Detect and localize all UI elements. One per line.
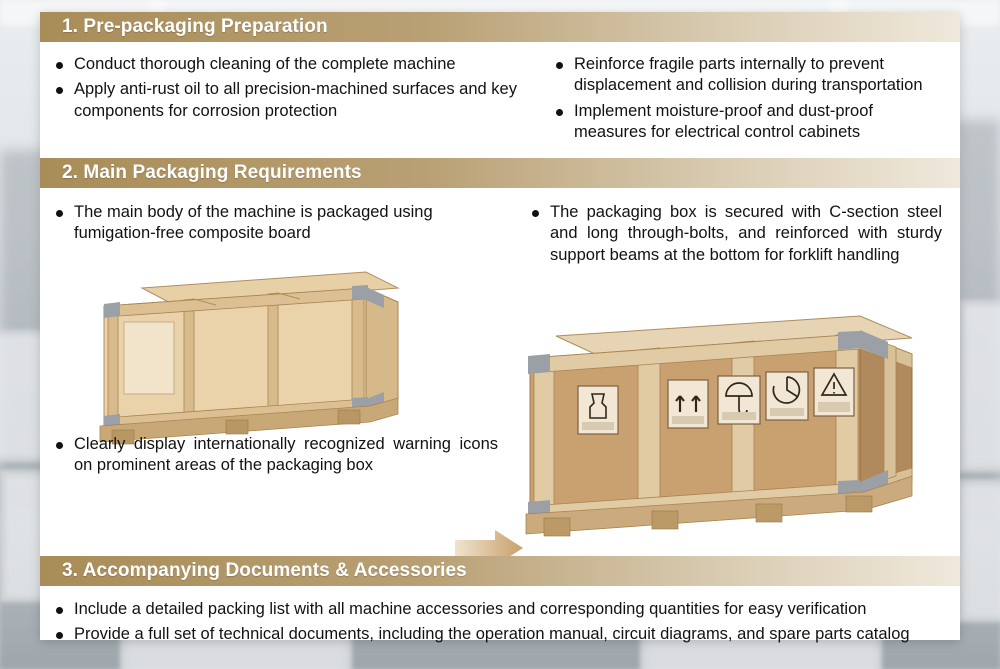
section-header-2 xyxy=(40,158,960,188)
section-title-2: 2. Main Packaging Requirements xyxy=(62,161,362,183)
reinforced-carton-crate-svg xyxy=(520,302,920,542)
section-2-column-left xyxy=(48,202,518,249)
list-item: Implement moisture-proof and dust-proof measures for electrical control cabinets xyxy=(548,101,944,144)
list-item: Provide a full set of technical documents, including the operation manual, circuit diagrams, and spare parts catalog xyxy=(48,624,944,645)
section-title-3: 3. Accompanying Documents & Accessories xyxy=(62,559,467,581)
section-2-bullet-list-right xyxy=(524,202,948,266)
section-3-bullet-list xyxy=(48,599,944,646)
list-item: Apply anti-rust oil to all precision-machined surfaces and key components for corrosion protection xyxy=(48,79,548,122)
section-body-3 xyxy=(40,586,960,660)
list-item: Conduct thorough cleaning of the complete machine xyxy=(48,54,548,75)
bg-machine xyxy=(956,480,1000,622)
section-1-bullet-list-left xyxy=(48,54,548,122)
section-title-1: 1. Pre-packaging Preparation xyxy=(62,16,328,37)
list-item: The main body of the machine is packaged using fumigation-free composite board xyxy=(48,202,518,245)
reinforced-carton-crate-figure xyxy=(520,302,920,542)
section-header-3 xyxy=(40,556,960,586)
bg-machine xyxy=(958,300,1000,472)
section-2-column-right xyxy=(524,202,948,270)
section-1-column-right xyxy=(548,54,944,148)
section-2-bullet-list-left xyxy=(48,202,518,245)
section-1-column-left xyxy=(48,54,548,148)
list-item: Include a detailed packing list with all machine accessories and corresponding quantities for easy verification xyxy=(48,599,944,620)
list-item: The packaging box is secured with C-section steel and long through-bolts, and reinforced with sturdy support beams at the bottom for forklift handling xyxy=(524,202,948,266)
section-2-bullet-list-note xyxy=(48,434,498,477)
section-1-bullet-list-right xyxy=(548,54,944,144)
section-2-note xyxy=(48,434,498,481)
list-item: Reinforce fragile parts internally to prevent displacement and collision during transportation xyxy=(548,54,944,97)
wooden-plywood-crate-figure xyxy=(98,266,408,446)
list-item: Clearly display internationally recognized warning icons on prominent areas of the packaging box xyxy=(48,434,498,477)
section-body-2 xyxy=(40,188,960,556)
section-header-1 xyxy=(40,12,960,42)
section-body-1 xyxy=(40,42,960,158)
wooden-plywood-crate-svg xyxy=(98,266,408,446)
content-card xyxy=(40,12,960,644)
